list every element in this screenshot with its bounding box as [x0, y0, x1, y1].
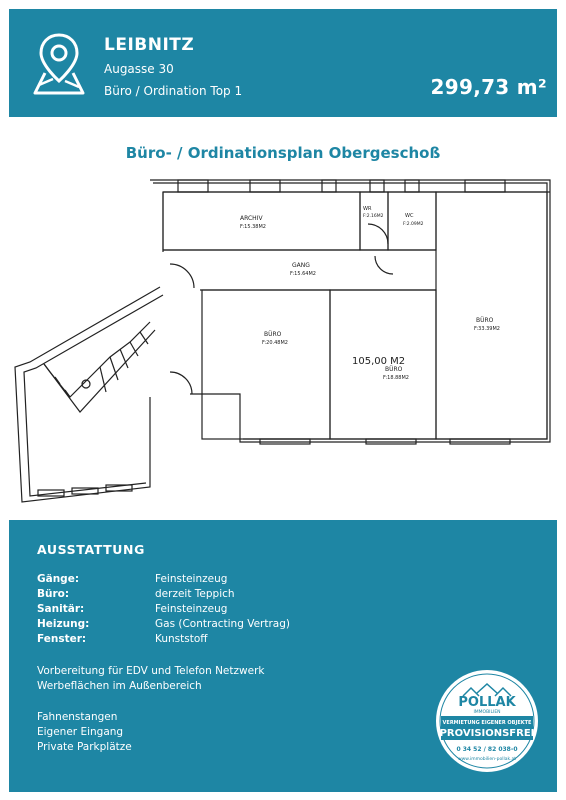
seal-web: www.immobilien-pollak.at: [457, 757, 517, 762]
features-title: AUSSTATTUNG: [37, 542, 145, 557]
room-size: F:20.48M2: [262, 340, 288, 346]
room-size: F:2.09M2: [403, 222, 424, 227]
feature-note: Vorbereitung für EDV und Telefon Netzwerk: [37, 665, 265, 677]
feature-row: [37, 573, 357, 588]
features-panel: [9, 520, 557, 792]
feature-label: Fenster:: [37, 633, 87, 645]
city-title: LEIBNITZ: [104, 35, 195, 55]
room-size: F:15.64M2: [290, 271, 316, 277]
room-size: F:15.38M2: [240, 224, 266, 230]
feature-value: Feinsteinzeug: [155, 573, 228, 585]
room-label: WC: [405, 213, 414, 219]
feature-label: Sanitär:: [37, 603, 85, 615]
pollak-seal-logo: [433, 666, 541, 776]
feature-value: derzeit Teppich: [155, 588, 235, 600]
total-area: 299,73 m²: [430, 75, 547, 99]
feature-value: Kunststoff: [155, 633, 208, 645]
header-banner: [9, 9, 557, 117]
seal-line1: VERMIETUNG EIGENER OBJEKTE: [442, 720, 532, 726]
feature-note: Werbeflächen im Außenbereich: [37, 680, 202, 692]
room-label: BÜRO: [476, 317, 494, 324]
floor-plan: [10, 172, 558, 508]
room-label: WR: [363, 206, 372, 212]
room-size: F:18.88M2: [383, 375, 409, 381]
room-label: GANG: [292, 262, 310, 269]
room-label: BÜRO: [264, 331, 282, 338]
feature-label: Büro:: [37, 588, 70, 600]
seal-brand: POLLAK: [458, 695, 516, 710]
feature-label: Gänge:: [37, 573, 80, 585]
feature-value: Feinsteinzeug: [155, 603, 228, 615]
seal-phone: 0 34 52 / 82 038-0: [456, 746, 518, 753]
room-label: ARCHIV: [240, 215, 263, 222]
seal-line2: PROVISIONSFREI: [439, 728, 535, 739]
room-size: F:33.39M2: [474, 326, 500, 332]
room-label: BÜRO: [385, 366, 403, 373]
plan-title: Büro- / Ordinationsplan Obergeschoß: [125, 144, 441, 162]
feature-row: [37, 618, 357, 633]
feature-row: [37, 588, 357, 603]
highlight-area: 105,00 M2: [352, 356, 406, 367]
feature-note: Fahnenstangen: [37, 711, 118, 723]
feature-row: [37, 603, 357, 618]
feature-note: Eigener Eingang: [37, 726, 124, 738]
street-address: Augasse 30: [104, 62, 174, 76]
room-size: F:2.16M2: [363, 214, 384, 219]
feature-note: Private Parkplätze: [37, 741, 132, 753]
unit-type: Büro / Ordination Top 1: [104, 84, 243, 98]
feature-row: [37, 633, 357, 648]
seal-sub: IMMOBILIEN: [473, 710, 501, 715]
feature-value: Gas (Contracting Vertrag): [155, 618, 290, 630]
feature-label: Heizung:: [37, 618, 90, 630]
map-pin-icon: [31, 29, 87, 101]
